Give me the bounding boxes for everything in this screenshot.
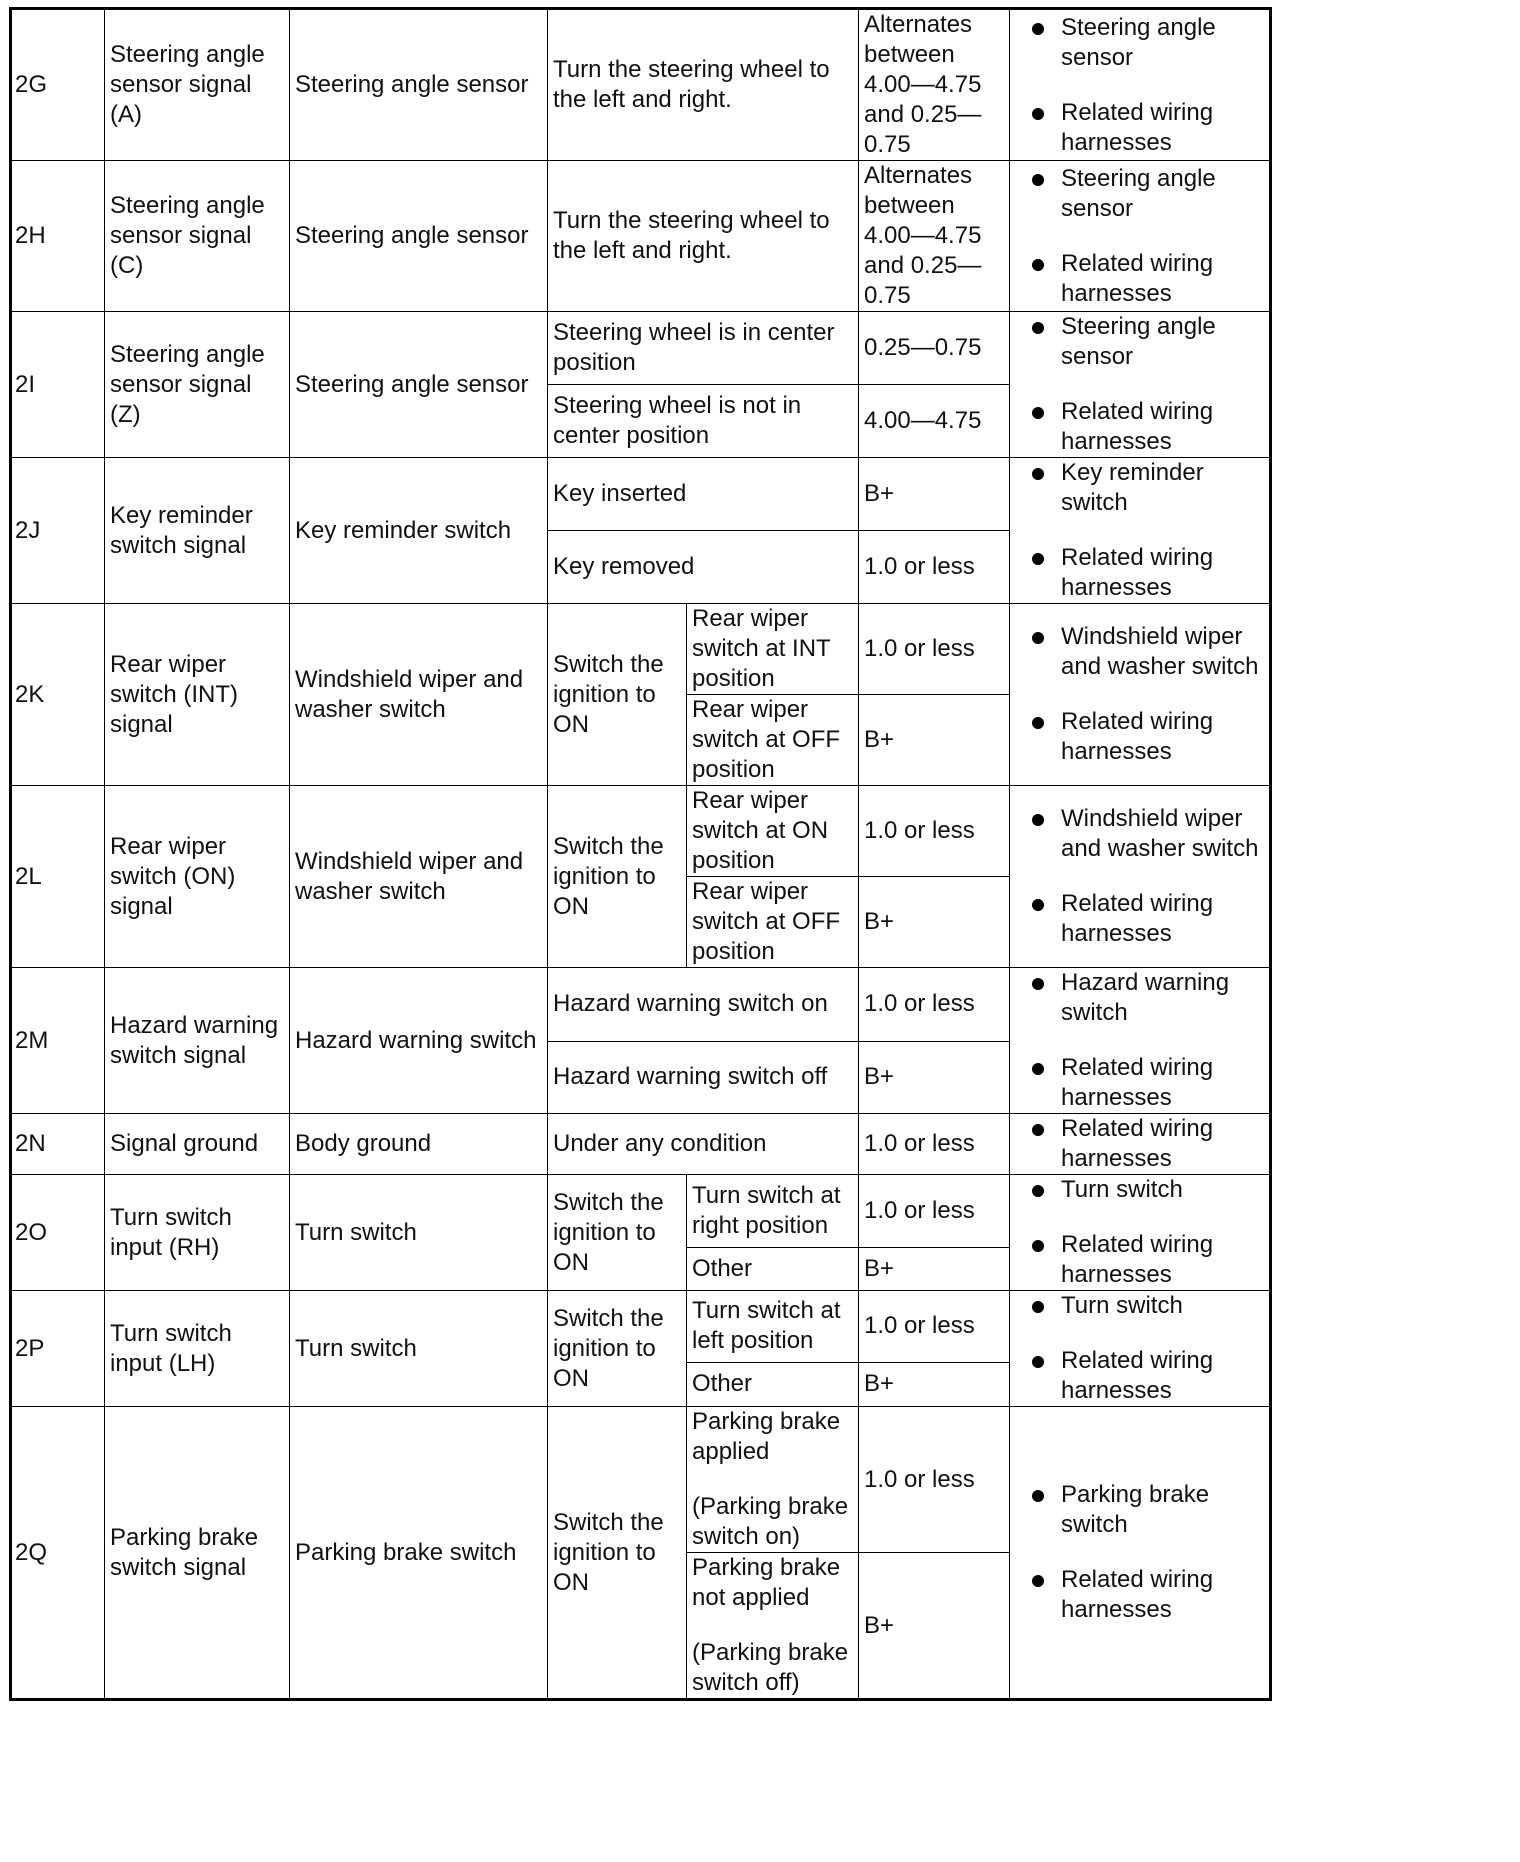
check-list xyxy=(1015,1114,1264,1174)
check-items-cell xyxy=(1010,1291,1271,1407)
table-row-2l xyxy=(11,786,1271,877)
voltage-cell: 4.00—4.75 xyxy=(859,385,1010,458)
check-item: Related wiring harnesses xyxy=(1061,889,1264,949)
connected-to-cell: Steering angle sensor xyxy=(290,312,548,458)
table-row-2o xyxy=(11,1175,1271,1248)
check-item: Related wiring harnesses xyxy=(1061,543,1264,603)
connected-to-cell: Key reminder switch xyxy=(290,458,548,604)
check-list xyxy=(1015,1291,1264,1406)
terminal-voltage-table xyxy=(9,7,1272,1701)
condition-cell: Hazard warning switch on xyxy=(548,968,859,1042)
connected-to-cell: Windshield wiper and washer switch xyxy=(290,786,548,968)
check-items-cell xyxy=(1010,161,1271,312)
switch-state-cell xyxy=(687,1407,859,1553)
voltage-cell: Alternates between 4.00—4.75 and 0.25—0.75 xyxy=(859,9,1010,161)
terminal-cell: 2M xyxy=(11,968,105,1114)
condition-cell: Turn the steering wheel to the left and right. xyxy=(548,9,859,161)
connected-to-cell: Turn switch xyxy=(290,1291,548,1407)
voltage-cell: 1.0 or less xyxy=(859,786,1010,877)
check-item: Related wiring harnesses xyxy=(1061,397,1264,457)
description-cell: Rear wiper switch (INT) signal xyxy=(105,604,290,786)
table-row-2k xyxy=(11,604,1271,695)
condition-cell: Turn the steering wheel to the left and right. xyxy=(548,161,859,312)
connected-to-cell: Parking brake switch xyxy=(290,1407,548,1700)
condition-cell: Switch the ignition to ON xyxy=(548,604,687,786)
terminal-cell: 2K xyxy=(11,604,105,786)
voltage-cell: B+ xyxy=(859,458,1010,531)
check-items-cell xyxy=(1010,1407,1271,1700)
condition-cell: Switch the ignition to ON xyxy=(548,1407,687,1700)
condition-cell: Under any condition xyxy=(548,1114,859,1175)
switch-state-cell: Rear wiper switch at OFF position xyxy=(687,695,859,786)
condition-cell: Key inserted xyxy=(548,458,859,531)
description-cell: Parking brake switch signal xyxy=(105,1407,290,1700)
switch-state-label: Parking brake applied xyxy=(692,1408,841,1465)
table-row-2q xyxy=(11,1407,1271,1553)
terminal-cell: 2O xyxy=(11,1175,105,1291)
condition-cell: Steering wheel is not in center position xyxy=(548,385,859,458)
check-items-cell xyxy=(1010,1175,1271,1291)
check-items-cell xyxy=(1010,9,1271,161)
check-list xyxy=(1015,968,1264,1113)
check-list xyxy=(1015,1480,1264,1625)
switch-state-cell: Other xyxy=(687,1362,859,1406)
switch-state-cell: Turn switch at left position xyxy=(687,1291,859,1363)
check-item: Related wiring harnesses xyxy=(1061,707,1264,767)
check-item: Turn switch xyxy=(1061,1175,1264,1205)
check-list xyxy=(1015,458,1264,603)
check-list xyxy=(1015,13,1264,158)
description-cell: Steering angle sensor signal (A) xyxy=(105,9,290,161)
connected-to-cell: Steering angle sensor xyxy=(290,9,548,161)
table-row-2i xyxy=(11,312,1271,385)
check-items-cell xyxy=(1010,968,1271,1114)
voltage-cell: 0.25—0.75 xyxy=(859,312,1010,385)
check-items-cell xyxy=(1010,1114,1271,1175)
check-item: Windshield wiper and washer switch xyxy=(1061,622,1264,682)
terminal-cell: 2L xyxy=(11,786,105,968)
check-item: Hazard warning switch xyxy=(1061,968,1264,1028)
check-list xyxy=(1015,164,1264,309)
description-cell: Key reminder switch signal xyxy=(105,458,290,604)
voltage-cell: B+ xyxy=(859,695,1010,786)
table-row-2n xyxy=(11,1114,1271,1175)
description-cell: Hazard warning switch signal xyxy=(105,968,290,1114)
check-item: Related wiring harnesses xyxy=(1061,98,1264,158)
condition-cell: Switch the ignition to ON xyxy=(548,1291,687,1407)
check-item: Related wiring harnesses xyxy=(1061,1565,1264,1625)
voltage-cell: B+ xyxy=(859,877,1010,968)
check-items-cell xyxy=(1010,458,1271,604)
check-list xyxy=(1015,312,1264,457)
check-item: Steering angle sensor xyxy=(1061,312,1264,372)
voltage-cell: 1.0 or less xyxy=(859,1114,1010,1175)
table-row-2j xyxy=(11,458,1271,531)
switch-state-cell: Other xyxy=(687,1247,859,1290)
voltage-cell: 1.0 or less xyxy=(859,604,1010,695)
check-item: Key reminder switch xyxy=(1061,458,1264,518)
terminal-cell: 2P xyxy=(11,1291,105,1407)
connected-to-cell: Windshield wiper and washer switch xyxy=(290,604,548,786)
connected-to-cell: Turn switch xyxy=(290,1175,548,1291)
table-row-2h xyxy=(11,161,1271,312)
description-cell: Rear wiper switch (ON) signal xyxy=(105,786,290,968)
check-item: Steering angle sensor xyxy=(1061,164,1264,224)
check-item: Related wiring harnesses xyxy=(1061,1346,1264,1406)
voltage-cell: B+ xyxy=(859,1041,1010,1113)
switch-state-cell: Rear wiper switch at ON position xyxy=(687,786,859,877)
check-list xyxy=(1015,1175,1264,1290)
table-row-2g xyxy=(11,9,1271,161)
switch-state-note: (Parking brake switch off) xyxy=(692,1639,849,1696)
check-item: Turn switch xyxy=(1061,1291,1264,1321)
table-row-2m xyxy=(11,968,1271,1042)
connected-to-cell: Hazard warning switch xyxy=(290,968,548,1114)
voltage-cell: 1.0 or less xyxy=(859,968,1010,1042)
check-items-cell xyxy=(1010,312,1271,458)
description-cell: Turn switch input (LH) xyxy=(105,1291,290,1407)
condition-cell: Steering wheel is in center position xyxy=(548,312,859,385)
voltage-cell: 1.0 or less xyxy=(859,531,1010,604)
switch-state-note: (Parking brake switch on) xyxy=(692,1493,849,1550)
check-item: Related wiring harnesses xyxy=(1061,249,1264,309)
terminal-cell: 2N xyxy=(11,1114,105,1175)
switch-state-cell: Turn switch at right position xyxy=(687,1175,859,1248)
voltage-cell: B+ xyxy=(859,1553,1010,1700)
description-cell: Steering angle sensor signal (C) xyxy=(105,161,290,312)
terminal-cell: 2H xyxy=(11,161,105,312)
terminal-cell: 2I xyxy=(11,312,105,458)
check-list xyxy=(1015,804,1264,949)
check-item: Related wiring harnesses xyxy=(1061,1230,1264,1290)
check-item: Windshield wiper and washer switch xyxy=(1061,804,1264,864)
terminal-cell: 2Q xyxy=(11,1407,105,1700)
connected-to-cell: Steering angle sensor xyxy=(290,161,548,312)
voltage-cell: Alternates between 4.00—4.75 and 0.25—0.75 xyxy=(859,161,1010,312)
check-item: Parking brake switch xyxy=(1061,1480,1264,1540)
check-items-cell xyxy=(1010,604,1271,786)
check-items-cell xyxy=(1010,786,1271,968)
voltage-cell: 1.0 or less xyxy=(859,1407,1010,1553)
connected-to-cell: Body ground xyxy=(290,1114,548,1175)
check-item: Related wiring harnesses xyxy=(1061,1053,1264,1113)
terminal-cell: 2G xyxy=(11,9,105,161)
description-cell: Steering angle sensor signal (Z) xyxy=(105,312,290,458)
switch-state-cell: Rear wiper switch at OFF position xyxy=(687,877,859,968)
terminal-cell: 2J xyxy=(11,458,105,604)
description-cell: Turn switch input (RH) xyxy=(105,1175,290,1291)
check-item: Related wiring harnesses xyxy=(1061,1114,1264,1174)
switch-state-label: Parking brake not applied xyxy=(692,1554,841,1611)
condition-cell: Switch the ignition to ON xyxy=(548,786,687,968)
condition-cell: Switch the ignition to ON xyxy=(548,1175,687,1291)
voltage-cell: 1.0 or less xyxy=(859,1291,1010,1363)
check-item: Steering angle sensor xyxy=(1061,13,1264,73)
voltage-cell: 1.0 or less xyxy=(859,1175,1010,1248)
voltage-cell: B+ xyxy=(859,1247,1010,1290)
switch-state-cell xyxy=(687,1553,859,1700)
table-row-2p xyxy=(11,1291,1271,1363)
condition-cell: Key removed xyxy=(548,531,859,604)
description-cell: Signal ground xyxy=(105,1114,290,1175)
switch-state-cell: Rear wiper switch at INT position xyxy=(687,604,859,695)
check-list xyxy=(1015,622,1264,767)
voltage-cell: B+ xyxy=(859,1362,1010,1406)
condition-cell: Hazard warning switch off xyxy=(548,1041,859,1113)
